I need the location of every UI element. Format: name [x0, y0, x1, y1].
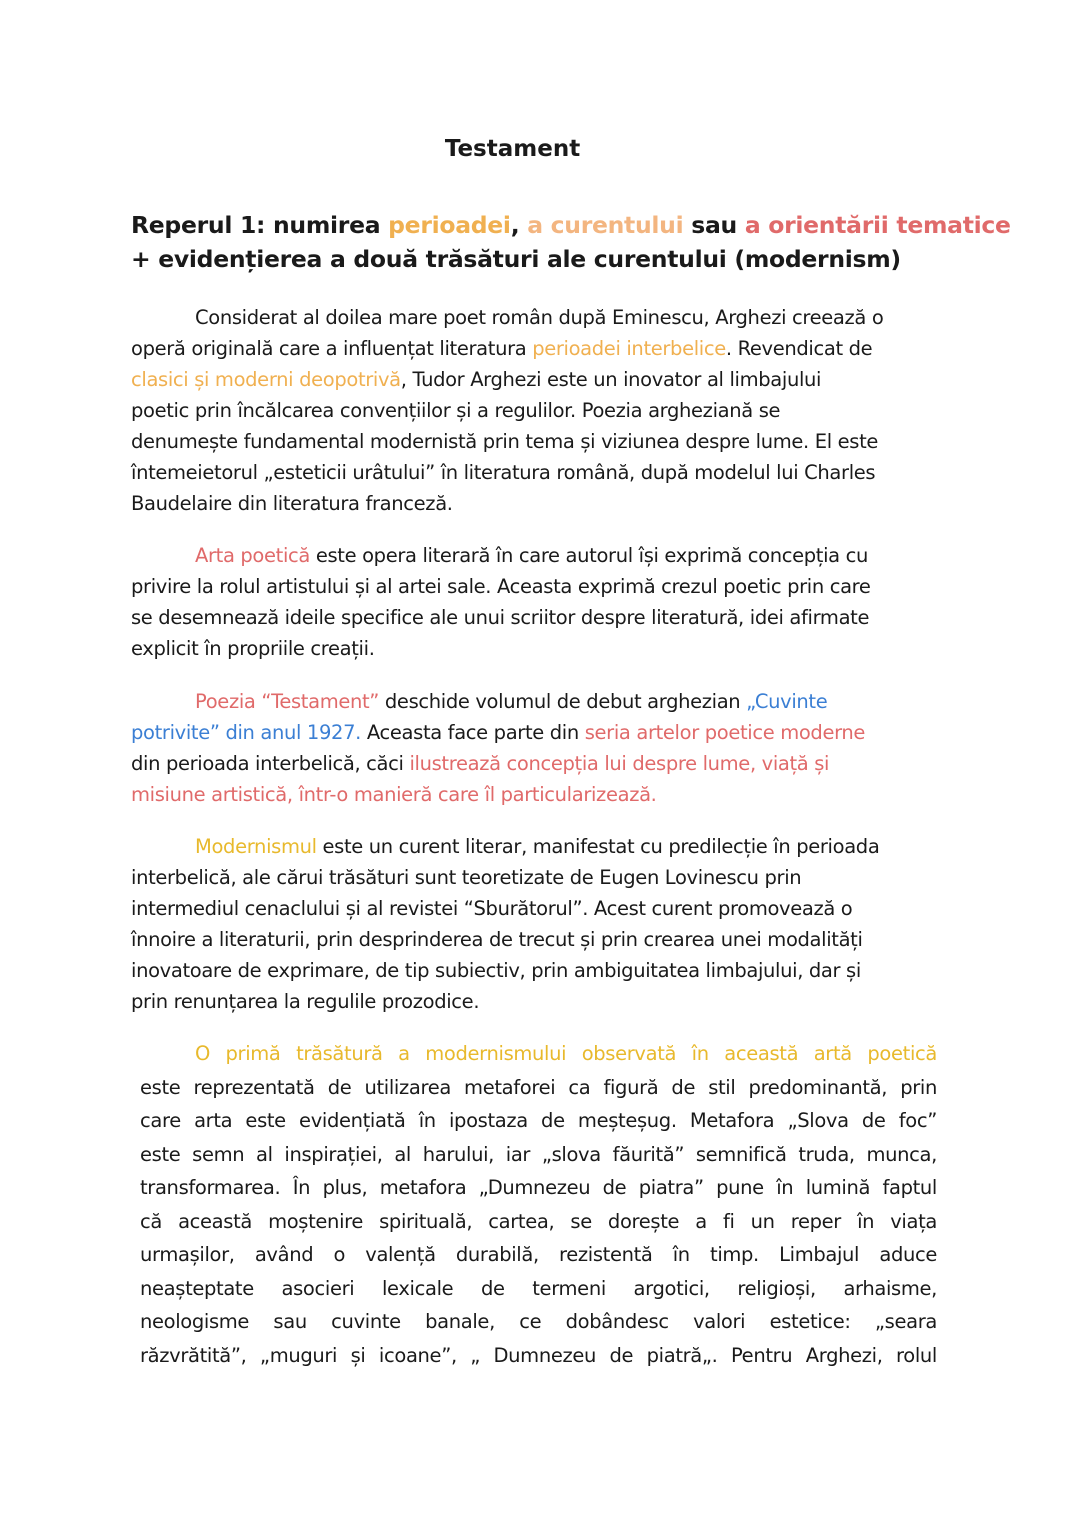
- p1-line: [131, 333, 951, 364]
- p1-line: [131, 364, 951, 395]
- p4-line: interbelică, ale cărui trăsături sunt teoretizate de Eugen Lovinescu prin: [131, 866, 802, 889]
- heading-highlight-orientarii: a orientării tematice: [744, 211, 1011, 239]
- heading-text: sau: [683, 211, 745, 239]
- p5-line: este semn al inspirației, al harului, iar „slova făurită” semnifică truda, munca,: [140, 1142, 937, 1166]
- page-title: Testament: [444, 136, 581, 162]
- p3-text: deschide volumul de debut arghezian: [379, 690, 747, 713]
- p1-highlight: perioadei interbelice: [532, 337, 726, 360]
- p5-line: urmașilor, având o valență durabilă, rezistentă în timp. Limbajul aduce: [140, 1243, 937, 1266]
- p1-line: denumește fundamental modernistă prin tema și viziunea despre lume. El este: [131, 430, 879, 453]
- heading-line-1: [131, 208, 1011, 242]
- p5-line: [140, 1037, 937, 1071]
- p1-text: , Tudor Arghezi este un inovator al limbajului: [400, 368, 822, 391]
- p4-line: inovatoare de exprimare, de tip subiectiv, prin ambiguitatea limbajului, dar și: [131, 959, 861, 982]
- p1-text: operă originală care a influențat literatura: [131, 337, 533, 360]
- p2-line: privire la rolul artistului și al artei sale. Aceasta exprimă crezul poetic prin care: [131, 575, 871, 598]
- p5-line: transformarea. În plus, metafora „Dumnezeu de piatra” pune în lumină faptul: [140, 1176, 937, 1199]
- p2-highlight: Arta poetică: [195, 544, 310, 567]
- p3-line: [131, 686, 951, 717]
- paragraph-1: [131, 302, 951, 519]
- p1-line: întemeietorul „esteticii urâtului” în literatura română, după modelul lui Charles: [131, 461, 876, 484]
- p1-text: Considerat al doilea mare poet român după Eminescu, Arghezi creează o: [195, 306, 884, 329]
- p4-line: [131, 831, 951, 862]
- section-heading: [131, 208, 1011, 276]
- p3-line: [131, 717, 951, 748]
- p5-line: răzvrătită”, „muguri și icoane”, „ Dumnezeu de piatră„. Pentru Arghezi, rolul: [140, 1343, 937, 1367]
- p3-line: misiune artistică, într-o manieră care îl particularizează.: [131, 783, 657, 806]
- p5-line: că această moștenire spirituală, cartea, se dorește a fi un reper în viața: [140, 1209, 937, 1233]
- p4-line: înnoire a literaturii, prin desprinderea de trecut și prin crearea unei modalități: [131, 928, 863, 951]
- p1-line: [131, 302, 951, 333]
- heading-line-2: + evidențierea a două trăsături ale curentului (modernism): [131, 245, 901, 273]
- heading-text: Reperul 1: numirea: [131, 211, 389, 239]
- p3-line: [131, 748, 951, 779]
- p4-line: intermediul cenaclului și al revistei “Sburătorul”. Acest curent promovează o: [131, 897, 853, 920]
- paragraph-2: [131, 540, 951, 664]
- p3-text: din perioada interbelică, căci: [131, 752, 410, 775]
- p1-line: Baudelaire din literatura franceză.: [131, 492, 453, 515]
- p3-highlight: Poezia “Testament”: [195, 690, 380, 713]
- heading-text: ,: [510, 211, 528, 239]
- p1-text: . Revendicat de: [725, 337, 873, 360]
- p5-line: neologisme sau cuvinte banale, ce dobândesc valori estetice: „seara: [140, 1310, 937, 1333]
- p2-line: [131, 540, 951, 571]
- p5-line: care arta este evidențiată în ipostaza de meșteșug. Metafora „Slova de foc”: [140, 1109, 937, 1132]
- p5-highlight: O primă trăsătură a modernismului observată în această artă poetică: [195, 1042, 937, 1065]
- p3-text: Aceasta face parte din: [361, 721, 585, 744]
- p3-highlight: ilustrează concepția lui despre lume, viață și: [409, 752, 830, 775]
- p5-line: neașteptate asocieri lexicale de termeni argotici, religioși, arhaisme,: [140, 1276, 937, 1300]
- heading-highlight-perioadei: perioadei: [388, 211, 511, 239]
- p2-line: explicit în propriile creații.: [131, 637, 375, 660]
- p3-highlight: seria artelor poetice moderne: [584, 721, 866, 744]
- p4-highlight: Modernismul: [195, 835, 317, 858]
- p3-highlight-blue: „Cuvinte: [746, 690, 828, 713]
- paragraph-5: [140, 1037, 937, 1372]
- p1-line: poetic prin încălcarea convențiilor și a regulilor. Poezia argheziană se: [131, 399, 781, 422]
- p1-highlight: clasici și moderni deopotrivă: [131, 368, 401, 391]
- p4-line: prin renunțarea la regulile prozodice.: [131, 990, 480, 1013]
- p2-line: se desemnează ideile specifice ale unui scriitor despre literatură, idei afirmate: [131, 606, 870, 629]
- paragraph-4: [131, 831, 951, 1017]
- paragraph-3: [131, 686, 951, 810]
- p2-text: este opera literară în care autorul își exprimă concepția cu: [310, 544, 868, 567]
- p4-text: este un curent literar, manifestat cu predilecție în perioada: [316, 835, 880, 858]
- heading-highlight-curentului: a curentului: [527, 211, 684, 239]
- p5-line: este reprezentată de utilizarea metaforei ca figură de stil predominantă, prin: [140, 1075, 937, 1099]
- p3-highlight-blue: potrivite” din anul 1927.: [131, 721, 362, 744]
